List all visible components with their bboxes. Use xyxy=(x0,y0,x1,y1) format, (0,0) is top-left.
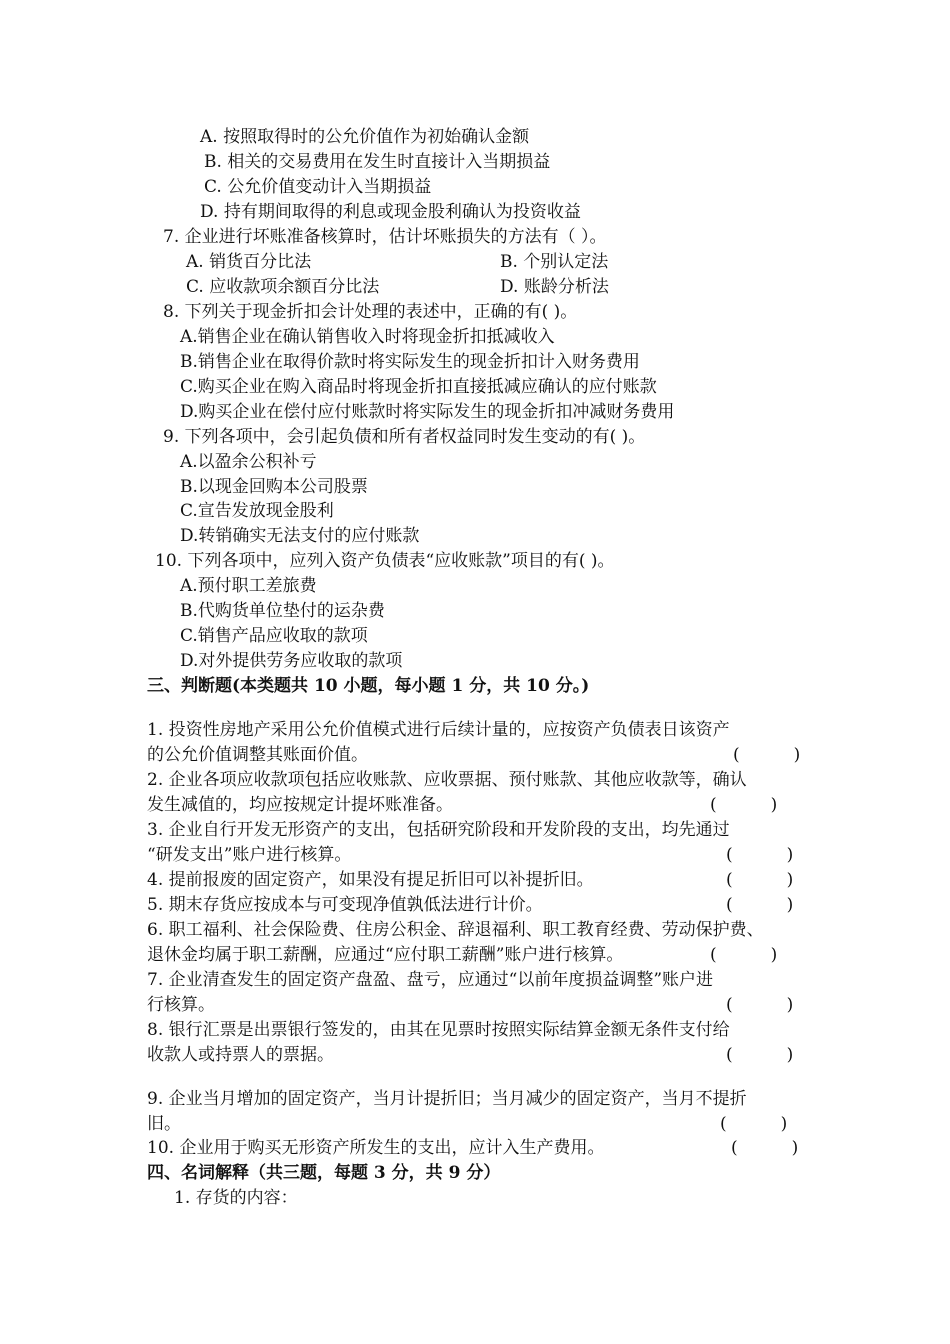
tf-item-7-line1: 7. 企业清查发生的固定资产盘盈、盘亏，应通过“以前年度损益调整”账户进 xyxy=(147,970,714,990)
tf-item-2-line1: 2. 企业各项应收款项包括应收账款、应收票据、预付账款、其他应收款等，确认 xyxy=(147,770,747,790)
q8-stem: 8. 下列关于现金折扣会计处理的表述中，正确的有( )。 xyxy=(163,302,578,322)
tf-item-4-line1: 4. 提前报废的固定资产，如果没有提足折旧可以补提折旧。 xyxy=(147,870,594,890)
definition-item-1: 1. 存货的内容： xyxy=(174,1188,298,1208)
q6-option-d: D. 持有期间取得的利息或现金股利确认为投资收益 xyxy=(200,202,581,222)
tf-item-4-answer-blank[interactable]: ( ) xyxy=(726,870,794,890)
tf-item-6-line1: 6. 职工福利、社会保险费、住房公积金、辞退福利、职工教育经费、劳动保护费、 xyxy=(147,920,764,940)
q7-option-a: A. 销货百分比法 xyxy=(186,252,312,272)
tf-item-6-line2: 退休金均属于职工薪酬，应通过“应付职工薪酬”账户进行核算。 xyxy=(147,945,624,965)
tf-item-6-answer-blank[interactable]: ( ) xyxy=(710,945,778,965)
q10-stem: 10. 下列各项中，应列入资产负债表“应收账款”项目的有( )。 xyxy=(155,551,615,571)
tf-item-7-line2: 行核算。 xyxy=(147,995,215,1015)
tf-item-5-line1: 5. 期末存货应按成本与可变现净值孰低法进行计价。 xyxy=(147,895,543,915)
tf-item-5-answer-blank[interactable]: ( ) xyxy=(726,895,794,915)
tf-item-9-line1: 9. 企业当月增加的固定资产，当月计提折旧；当月减少的固定资产，当月不提折 xyxy=(147,1089,747,1109)
q7-stem: 7. 企业进行坏账准备核算时，估计坏账损失的方法有（ ）。 xyxy=(163,227,607,247)
tf-item-3-answer-blank[interactable]: ( ) xyxy=(726,845,794,865)
q8-option-c: C.购买企业在购入商品时将现金折扣直接抵减应确认的应付账款 xyxy=(180,377,657,397)
tf-item-8-line1: 8. 银行汇票是出票银行签发的，由其在见票时按照实际结算金额无条件支付给 xyxy=(147,1020,730,1040)
q7-option-d: D. 账龄分析法 xyxy=(500,277,609,297)
q6-option-c: C. 公允价值变动计入当期损益 xyxy=(204,177,432,197)
section4-title: 四、名词解释（共三题，每题 3 分，共 9 分） xyxy=(147,1163,501,1183)
q10-option-b: B.代购货单位垫付的运杂费 xyxy=(180,601,385,621)
tf-item-7-answer-blank[interactable]: ( ) xyxy=(726,995,794,1015)
tf-item-2-answer-blank[interactable]: ( ) xyxy=(710,795,778,815)
tf-item-8-answer-blank[interactable]: ( ) xyxy=(726,1045,794,1065)
q9-option-c: C.宣告发放现金股利 xyxy=(180,501,334,521)
section3-title: 三、判断题(本类题共 10 小题，每小题 1 分，共 10 分。) xyxy=(147,676,590,696)
q8-option-b: B.销售企业在取得价款时将实际发生的现金折扣计入财务费用 xyxy=(180,352,640,372)
q10-option-c: C.销售产品应收取的款项 xyxy=(180,626,368,646)
tf-item-3-line1: 3. 企业自行开发无形资产的支出，包括研究阶段和开发阶段的支出，均先通过 xyxy=(147,820,730,840)
q9-option-b: B.以现金回购本公司股票 xyxy=(180,477,368,497)
tf-item-10-line1: 10. 企业用于购买无形资产所发生的支出，应计入生产费用。 xyxy=(147,1138,605,1158)
q10-option-a: A.预付职工差旅费 xyxy=(180,576,317,596)
tf-item-3-line2: “研发支出”账户进行核算。 xyxy=(147,845,352,865)
q7-option-b: B. 个别认定法 xyxy=(500,252,609,272)
tf-item-9-answer-blank[interactable]: ( ) xyxy=(720,1114,788,1134)
tf-item-1-line2: 的公允价值调整其账面价值。 xyxy=(147,745,368,765)
q8-option-d: D.购买企业在偿付应付账款时将实际发生的现金折扣冲减财务费用 xyxy=(180,402,675,422)
tf-item-2-line2: 发生减值的，均应按规定计提坏账准备。 xyxy=(147,795,453,815)
q9-option-a: A.以盈余公积补亏 xyxy=(180,452,317,472)
q8-option-a: A.销售企业在确认销售收入时将现金折扣抵减收入 xyxy=(180,327,555,347)
q7-option-c: C. 应收款项余额百分比法 xyxy=(186,277,380,297)
tf-item-9-line2: 旧。 xyxy=(147,1114,181,1134)
q9-stem: 9. 下列各项中，会引起负债和所有者权益同时发生变动的有( )。 xyxy=(163,427,646,447)
q6-option-b: B. 相关的交易费用在发生时直接计入当期损益 xyxy=(204,152,551,172)
tf-item-1-answer-blank[interactable]: ( ) xyxy=(733,745,801,765)
q10-option-d: D.对外提供劳务应收取的款项 xyxy=(180,651,403,671)
tf-item-8-line2: 收款人或持票人的票据。 xyxy=(147,1045,334,1065)
tf-item-10-answer-blank[interactable]: ( ) xyxy=(731,1138,799,1158)
q6-option-a: A. 按照取得时的公允价值作为初始确认金额 xyxy=(200,127,530,147)
q9-option-d: D.转销确实无法支付的应付账款 xyxy=(180,526,420,546)
tf-item-1-line1: 1. 投资性房地产采用公允价值模式进行后续计量的，应按资产负债表日该资产 xyxy=(147,720,730,740)
